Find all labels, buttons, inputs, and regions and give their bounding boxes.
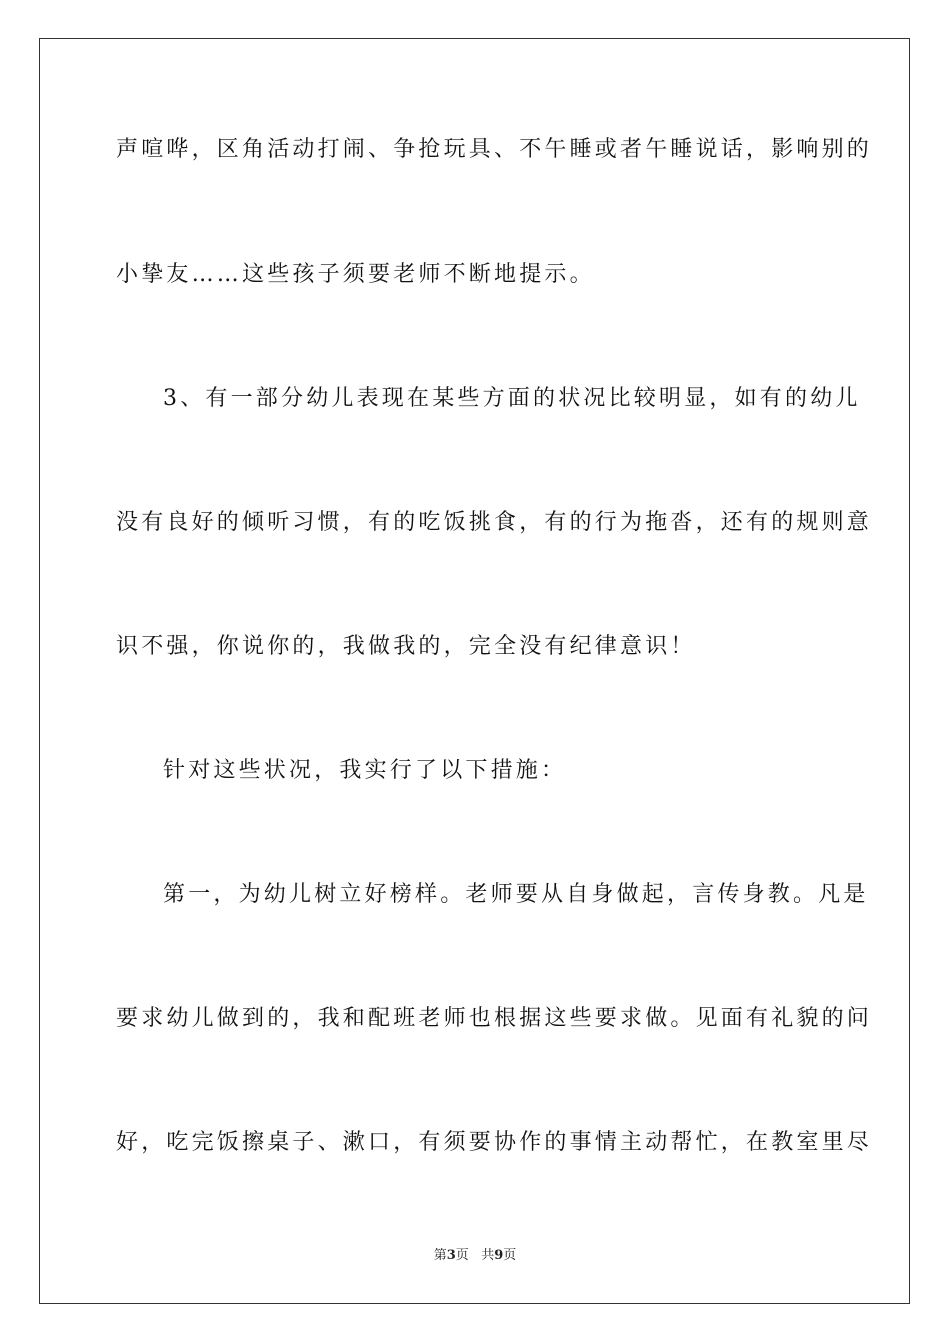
text-line-6: 针对这些状况，我实行了以下措施：: [163, 758, 567, 783]
page-footer: [0, 1246, 950, 1266]
footer-page-total: 9: [494, 1248, 504, 1263]
footer-page-prefix: 第: [433, 1248, 447, 1263]
footer-total-prefix: 共: [481, 1248, 495, 1263]
footer-total-unit: 页: [503, 1248, 517, 1263]
footer-page-current: 3: [446, 1248, 456, 1263]
text-line-7: 第一，为幼儿树立好榜样。老师要从自身做起，言传身教。凡是: [163, 882, 869, 907]
page-frame: [39, 38, 910, 1304]
text-line-1: 声喧哗，区角活动打闹、争抢玩具、不午睡或者午睡说话，影响别的: [116, 137, 873, 162]
text-line-3: 3、有一部分幼儿表现在某些方面的状况比较明显，如有的幼儿: [163, 386, 861, 411]
text-line-5: 识不强，你说你的，我做我的，完全没有纪律意识！: [116, 634, 696, 659]
text-line-2: 小挚友……这些孩子须要老师不断地提示。: [116, 262, 595, 287]
text-line-4: 没有良好的倾听习惯，有的吃饭挑食，有的行为拖沓，还有的规则意: [116, 510, 873, 535]
text-line-9: 好，吃完饭擦桌子、漱口，有须要协作的事情主动帮忙，在教室里尽: [116, 1130, 873, 1155]
footer-page-unit: 页: [455, 1248, 469, 1263]
text-line-8: 要求幼儿做到的，我和配班老师也根据这些要求做。见面有礼貌的问: [116, 1006, 873, 1031]
